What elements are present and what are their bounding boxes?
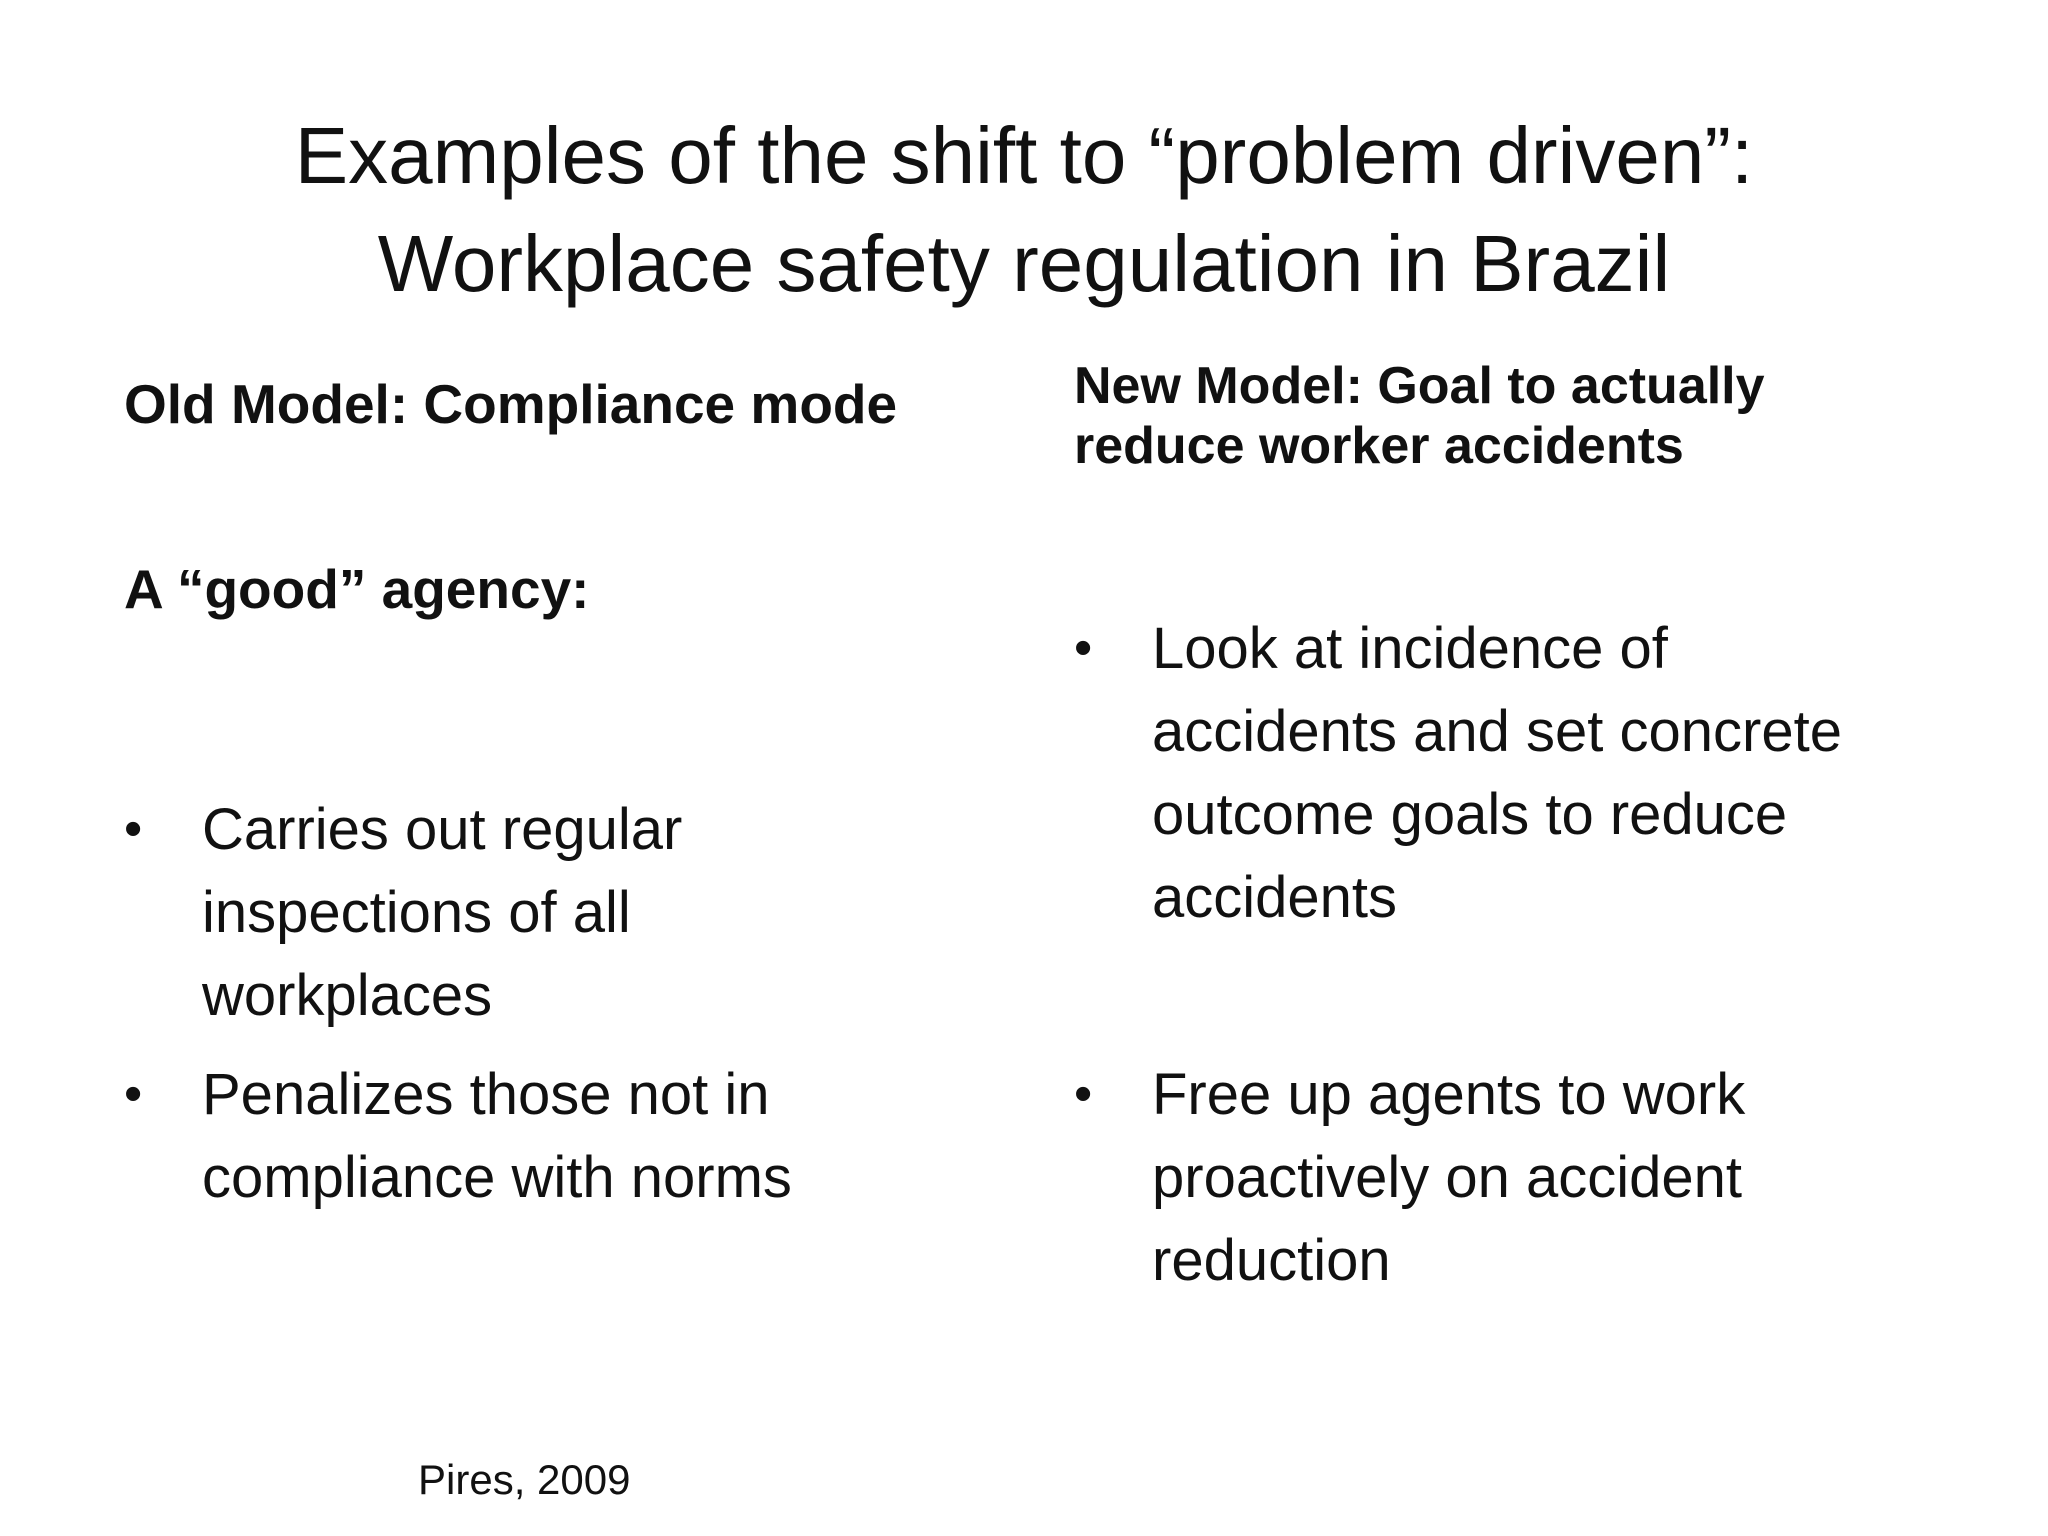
bullet-line: outcome goals to reduce: [1152, 782, 1788, 847]
bullet-text: [202, 788, 682, 1037]
citation: Pires, 2009: [418, 1456, 631, 1503]
bullet-line: Penalizes those not in: [202, 1062, 770, 1127]
bullet-icon: •: [124, 1065, 143, 1123]
bullet-text: [1152, 607, 1842, 939]
bullet-icon: •: [1074, 1065, 1093, 1123]
new-model-heading-line-1: New Model: Goal to actually: [1074, 357, 1765, 415]
bullet-line: accidents and set concrete: [1152, 699, 1842, 764]
bullet-line: reduction: [1152, 1228, 1391, 1293]
bullet-line: accidents: [1152, 865, 1398, 930]
slide-title-line-1: Examples of the shift to “problem driven”:: [294, 111, 1754, 200]
bullet-icon: •: [1074, 619, 1093, 677]
bullet-line: workplaces: [202, 963, 493, 1028]
bullet-line: compliance with norms: [202, 1145, 792, 1210]
bullet-line: Free up agents to work: [1152, 1062, 1746, 1127]
good-agency-subheading: A “good” agency:: [124, 558, 590, 620]
bullet-line: Look at incidence of: [1152, 616, 1668, 681]
bullet-icon: •: [124, 800, 143, 858]
new-model-heading-line-2: reduce worker accidents: [1074, 417, 1684, 475]
bullet-text: [1152, 1053, 1745, 1302]
slide-title-line-2: Workplace safety regulation in Brazil: [377, 219, 1671, 308]
bullet-line: Carries out regular: [202, 797, 683, 862]
new-model-heading: [1074, 356, 1765, 476]
slide-title: [0, 102, 2048, 318]
bullet-text: [202, 1053, 792, 1219]
old-model-heading: Old Model: Compliance mode: [124, 373, 898, 435]
bullet-line: proactively on accident: [1152, 1145, 1742, 1210]
bullet-line: inspections of all: [202, 880, 631, 945]
